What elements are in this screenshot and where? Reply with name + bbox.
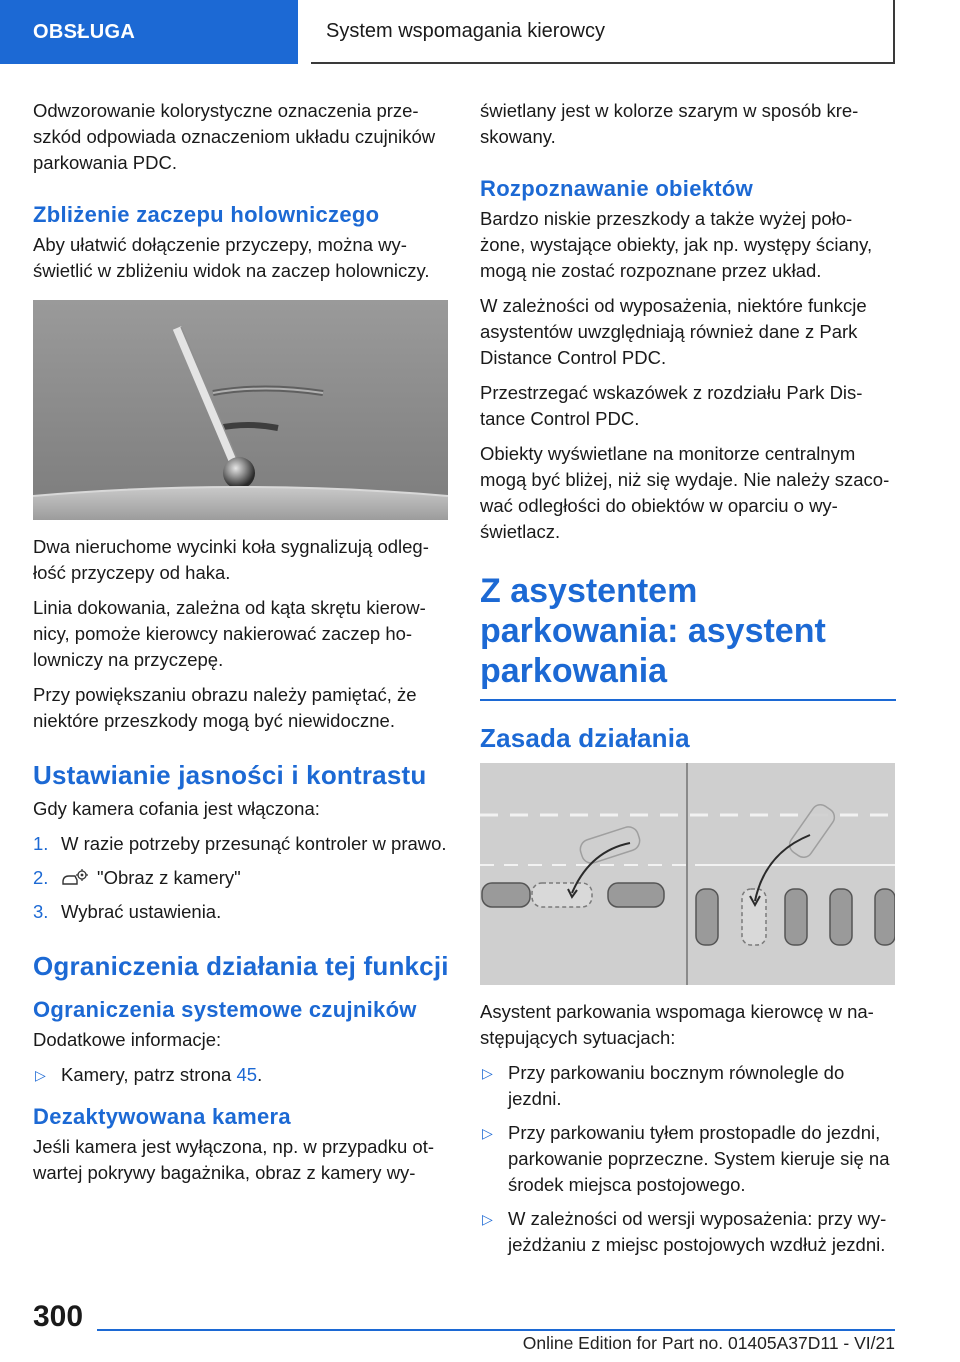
- heading-sensor-limits: Ograniczenia systemowe czujników: [33, 997, 417, 1022]
- heading-object-detection: Rozpoznawanie obiektów: [480, 176, 754, 201]
- heading-hitch-zoom: Zbliżenie zaczepu holowniczego: [33, 202, 380, 227]
- page-number: 300: [33, 1300, 84, 1333]
- bullet-text: Przy parkowaniu tyłem prostopadle do jezdni, parkowanie poprzeczne. System kieruje się na środek miejsca postojowego.: [508, 1122, 890, 1195]
- heading-disabled-camera: Dezaktywowana kamera: [33, 1104, 291, 1129]
- list-item: [480, 1060, 896, 1112]
- bullet-text: Przy parkowaniu bocznym równolegle do jezdni.: [508, 1062, 845, 1109]
- triangle-bullet-icon: ▷: [482, 1125, 493, 1141]
- right-column: [480, 98, 896, 1266]
- step-number: 1.: [33, 833, 49, 854]
- reference-end: .: [257, 1064, 263, 1085]
- hitch-zoom-illustration: [33, 300, 448, 520]
- page-header-title: System wspomagania kierowcy: [311, 0, 895, 64]
- paragraph-continued: świetlany jest w kolorze szarym w sposób kre-skowany.: [480, 100, 859, 147]
- page-link[interactable]: 45: [236, 1064, 258, 1085]
- reference-text: Kamery, patrz strona: [61, 1064, 237, 1085]
- chapter-heading: Z asystentem parkowania: asystent parkowania: [480, 571, 896, 701]
- list-item: [480, 1206, 896, 1258]
- paragraph-low-obstacles: Bardzo niskie przeszkody a także wyżej poło-żone, wystające obiekty, jak np. występy ściany, mogą nie zostać rozpoznane przez układ.: [480, 208, 873, 281]
- paragraph-enlarge: Przy powiększaniu obrazu należy pamiętać, że niektóre przeszkody mogą być niewidoczne.: [33, 684, 417, 731]
- section-tab: OBSŁUGA: [0, 0, 298, 64]
- step-text: Wybrać ustawienia.: [61, 901, 222, 922]
- paragraph-arcs: Dwa nieruchome wycinki koła sygnalizują odleg-łość przyczepy od haka.: [33, 536, 429, 583]
- paragraph-monitor: Obiekty wyświetlane na monitorze centralnym mogą być bliżej, niż się wydaje. Nie należy szaco-wać odległości do obiektów w oparciu o wy-świetlacz.: [480, 443, 890, 542]
- left-column: [33, 98, 449, 1195]
- list-item: [33, 1062, 449, 1088]
- heading-limits: Ograniczenia działania tej funkcji: [33, 951, 449, 981]
- step-number: 2.: [33, 867, 49, 888]
- footer-divider: [97, 1329, 895, 1331]
- footer-edition: Online Edition for Part no. 01405A37D11 - VI/21: [522, 1333, 895, 1353]
- paragraph-disabled-camera: Jeśli kamera jest wyłączona, np. w przypadku ot-wartej pokrywy bagażnika, obraz z kamery wy-: [33, 1136, 435, 1183]
- step-number: 3.: [33, 901, 49, 922]
- list-item: [480, 1120, 896, 1198]
- paragraph-more-info: Dodatkowe informacje:: [33, 1029, 222, 1050]
- paragraph-equipment: W zależności od wyposażenia, niektóre funkcje asystentów uwzględniają również dane z Park Distance Control PDC.: [480, 295, 867, 368]
- list-item: [33, 899, 449, 925]
- heading-brightness: Ustawianie jasności i kontrastu: [33, 760, 427, 790]
- triangle-bullet-icon: ▷: [482, 1211, 493, 1227]
- parking-assistant-illustration: [480, 763, 895, 985]
- list-item: [33, 831, 449, 857]
- paragraph-hitch-zoom: Aby ułatwić dołączenie przyczepy, można wy-świetlić w zbliżeniu widok na zaczep holowniczy.: [33, 234, 430, 281]
- situations-list: [480, 1060, 896, 1258]
- intro-paragraph: Odwzorowanie kolorystyczne oznaczenia prze-szkód odpowiada oznaczeniom układu czujników parkowania PDC.: [33, 100, 436, 173]
- step-text: W razie potrzeby przesunąć kontroler w prawo.: [61, 833, 447, 854]
- paragraph-docking-line: Linia dokowania, zależna od kąta skrętu kierow-nicy, pomoże kierowcy nakierować zaczep ho-lowniczy na przyczepę.: [33, 597, 426, 670]
- list-item: [33, 865, 449, 891]
- triangle-bullet-icon: ▷: [35, 1067, 46, 1083]
- camera-settings-icon: [61, 868, 89, 888]
- paragraph-assist-situations: Asystent parkowania wspomaga kierowcę w na-stępujących sytuacjach:: [480, 1001, 874, 1048]
- step-text: "Obraz z kamery": [97, 867, 241, 888]
- bullet-text: W zależności od wersji wyposażenia: przy wy-jeżdżaniu z miejsc postojowych wzdłuż jezdni.: [508, 1208, 887, 1255]
- paragraph-brightness: Gdy kamera cofania jest włączona:: [33, 798, 320, 819]
- triangle-bullet-icon: ▷: [482, 1065, 493, 1081]
- heading-principle: Zasada działania: [480, 723, 690, 753]
- paragraph-follow-pdc: Przestrzegać wskazówek z rozdziału Park Dis-tance Control PDC.: [480, 382, 863, 429]
- reference-list: [33, 1062, 449, 1088]
- brightness-steps: [33, 831, 449, 925]
